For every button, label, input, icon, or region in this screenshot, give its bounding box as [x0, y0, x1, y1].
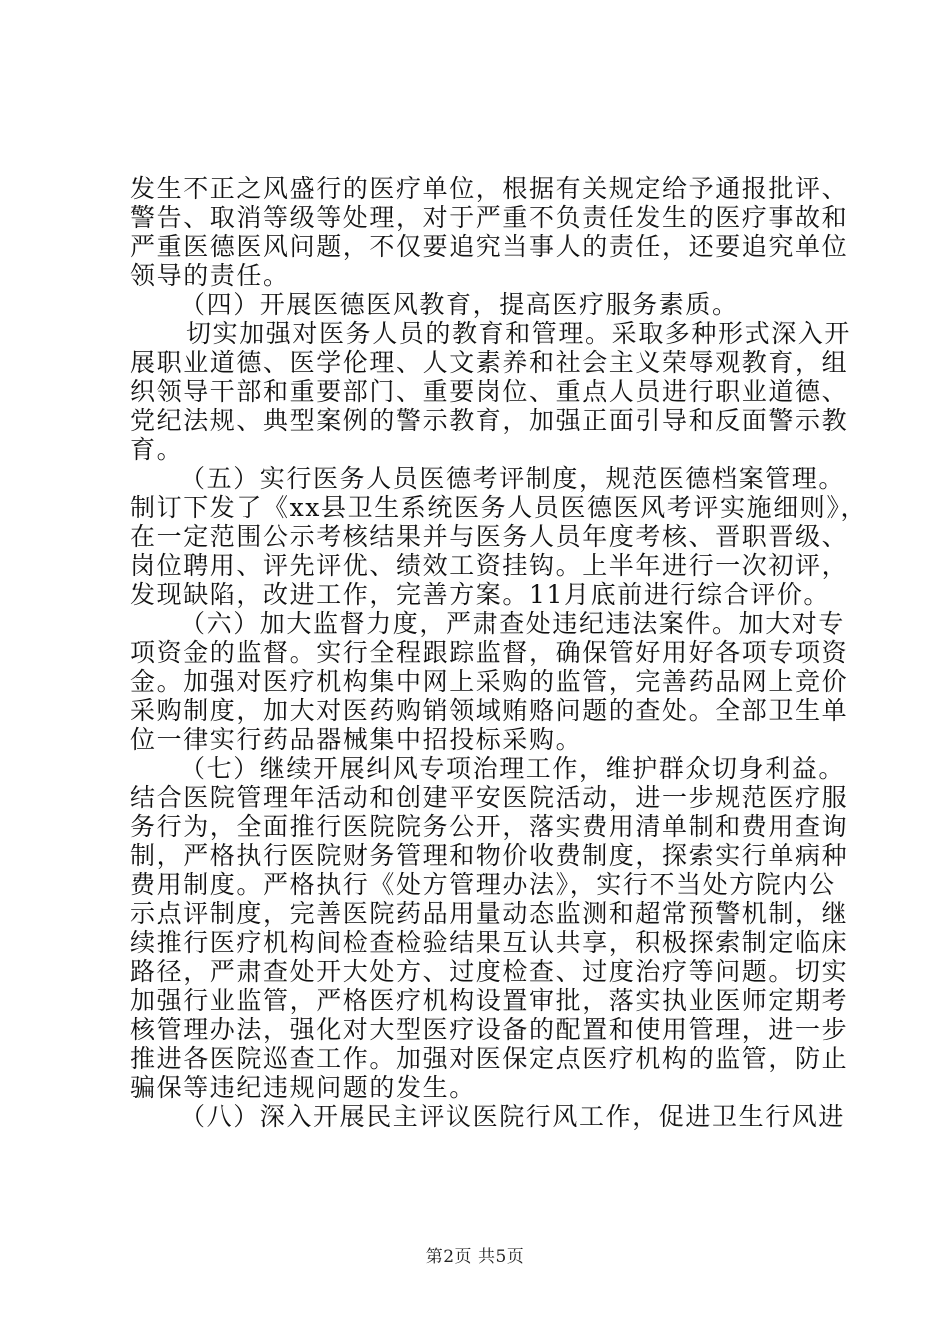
section-heading-7: （七）继续开展纠风专项治理工作，维护群众切身利益。	[180, 754, 846, 783]
text-line: 路径，严肃查处开大处方、过度检查、过度治疗等问题。切实	[130, 957, 849, 986]
text-line: 采购制度，加大对医药购销领域贿赂问题的查处。全部卫生单	[130, 696, 849, 725]
text-line: 发生不正之风盛行的医疗单位，根据有关规定给予通报批评、	[130, 174, 849, 203]
section-heading-4: （四）开展医德医风教育，提高医疗服务素质。	[180, 290, 739, 319]
text-line: 领导的责任。	[130, 261, 290, 290]
section-heading-6: （六）加大监督力度，严肃查处违纪违法案件。加大对专	[180, 609, 846, 638]
text-line: 育。	[130, 435, 184, 464]
text-line: 发现缺陷，改进工作，完善方案。11月底前进行综合评价。	[130, 580, 831, 609]
text-line: 费用制度。严格执行《处方管理办法》，实行不当处方院内公	[130, 870, 836, 899]
text-line: 在一定范围公示考核结果并与医务人员年度考核、晋职晋级、	[130, 522, 849, 551]
text-line: 续推行医疗机构间检查检验结果互认共享，积极探索制定临床	[130, 928, 849, 957]
text-line: 务行为，全面推行医院院务公开，落实费用清单制和费用查询	[130, 812, 849, 841]
text-line: 示点评制度，完善医院药品用量动态监测和超常预警机制，继	[130, 899, 849, 928]
text-line: 核管理办法，强化对大型医疗设备的配置和使用管理，进一步	[130, 1015, 849, 1044]
text-line: 金。加强对医疗机构集中网上采购的监管，完善药品网上竞价	[130, 667, 849, 696]
text-line: 结合医院管理年活动和创建平安医院活动，进一步规范医疗服	[130, 783, 849, 812]
text-line: 展职业道德、医学伦理、人文素养和社会主义荣辱观教育，组	[130, 348, 849, 377]
text-line: 项资金的监督。实行全程跟踪监督，确保管好用好各项专项资	[130, 638, 849, 667]
body-text	[130, 174, 868, 1131]
text-line: 加强行业监管，严格医疗机构设置审批，落实执业医师定期考	[130, 986, 849, 1015]
text-line: 党纪法规、典型案例的警示教育，加强正面引导和反面警示教	[130, 406, 849, 435]
text-line: 位一律实行药品器械集中招投标采购。	[130, 725, 583, 754]
text-line: 制订下发了《xx县卫生系统医务人员医德医风考评实施细则》，	[130, 493, 868, 522]
section-heading-8: （八）深入开展民主评议医院行风工作，促进卫生行风进	[180, 1102, 846, 1131]
section-heading-5: （五）实行医务人员医德考评制度，规范医德档案管理。	[180, 464, 846, 493]
text-line: 织领导干部和重要部门、重要岗位、重点人员进行职业道德、	[130, 377, 849, 406]
text-line: 切实加强对医务人员的教育和管理。采取多种形式深入开	[186, 319, 852, 348]
text-line: 严重医德医风问题，不仅要追究当事人的责任，还要追究单位	[130, 232, 849, 261]
text-line: 制，严格执行医院财务管理和物价收费制度，探索实行单病种	[130, 841, 849, 870]
text-line: 骗保等违纪违规问题的发生。	[130, 1073, 476, 1102]
text-line: 推进各医院巡查工作。加强对医保定点医疗机构的监管，防止	[130, 1044, 849, 1073]
page-number-footer: 第2页 共5页	[425, 1247, 525, 1267]
text-line: 岗位聘用、评先评优、绩效工资挂钩。上半年进行一次初评，	[130, 551, 849, 580]
text-line: 警告、取消等级等处理，对于严重不负责任发生的医疗事故和	[130, 203, 849, 232]
